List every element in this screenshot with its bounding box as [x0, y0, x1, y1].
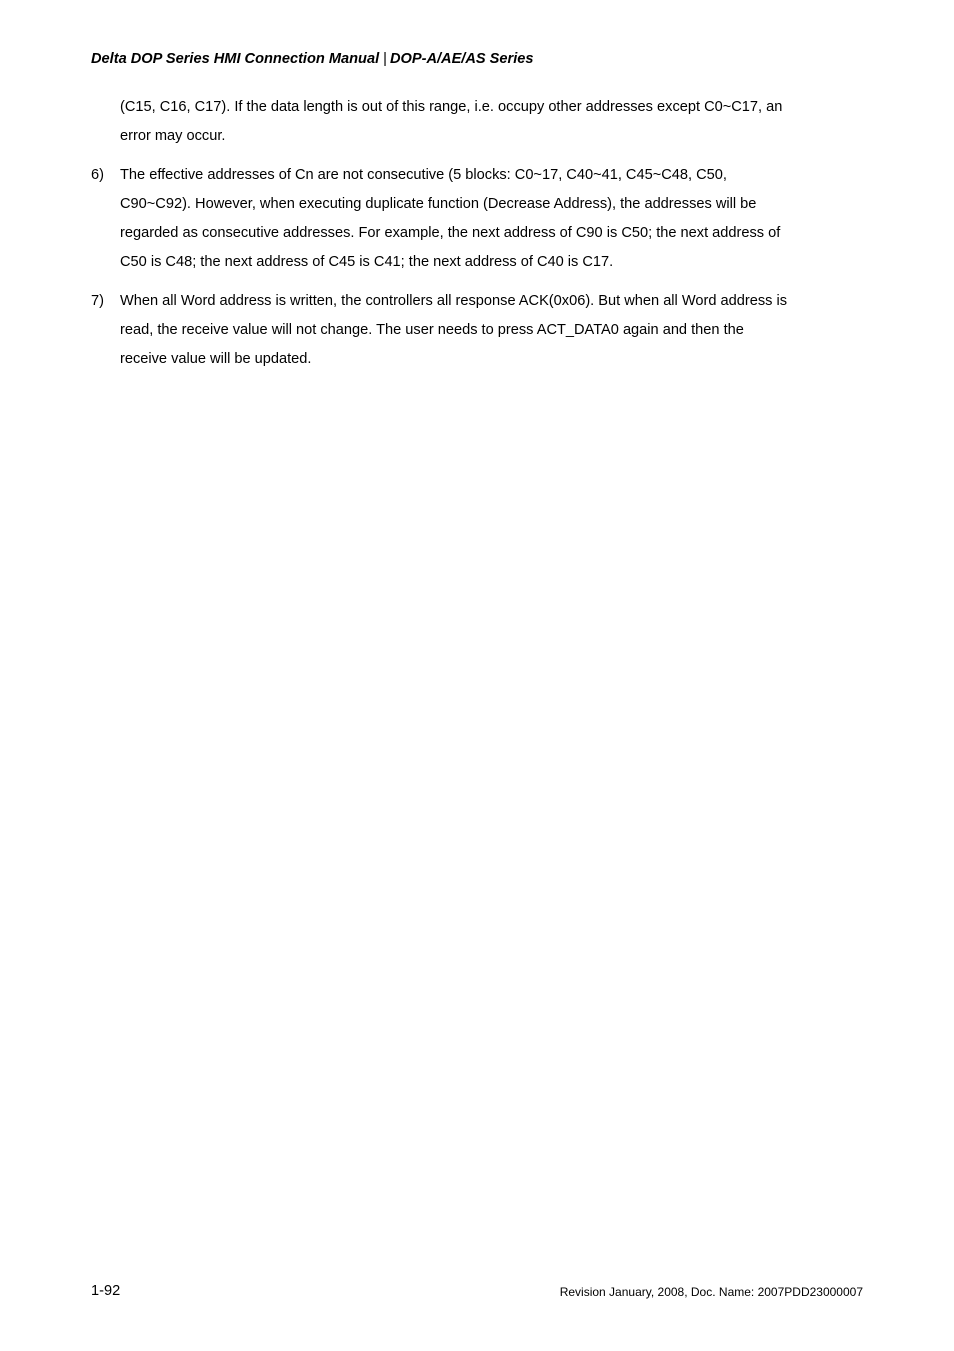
text-line: (C15, C16, C17). If the data length is out of this range, i.e. occupy other addresses except C0~C17, an: [120, 99, 783, 115]
text-line: The effective addresses of Cn are not consecutive (5 blocks: C0~17, C40~41, C45~C48, C50,: [120, 167, 727, 183]
item-text: [120, 287, 866, 374]
list-item-7: [91, 287, 866, 374]
page-header: [91, 49, 534, 69]
text-line: read, the receive value will not change. The user needs to press ACT_DATA0 again and then the: [120, 322, 744, 338]
text-line: receive value will be updated.: [120, 351, 312, 367]
header-separator: |: [383, 51, 387, 67]
item-number: 7): [91, 293, 104, 309]
continuation-paragraph: [91, 93, 866, 151]
text-line: C50 is C48; the next address of C45 is C41; the next address of C40 is C17.: [120, 254, 614, 270]
text-line: C90~C92). However, when executing duplicate function (Decrease Address), the addresses will be: [120, 196, 757, 212]
text-line: When all Word address is written, the controllers all response ACK(0x06). But when all Word address is: [120, 293, 788, 309]
text-line: error may occur.: [120, 128, 226, 144]
page-number: 1-92: [91, 1283, 121, 1299]
page-body: [91, 93, 866, 374]
manual-title: Delta DOP Series HMI Connection Manual: [91, 51, 380, 67]
text-line: regarded as consecutive addresses. For example, the next address of C90 is C50; the next address of: [120, 225, 781, 241]
list-item-6: [91, 161, 866, 277]
series-name: DOP-A/AE/AS Series: [389, 51, 534, 67]
item-number: 6): [91, 167, 104, 183]
item-text: [120, 161, 866, 277]
revision-info: Revision January, 2008, Doc. Name: 2007PDD23000007: [559, 1285, 863, 1299]
